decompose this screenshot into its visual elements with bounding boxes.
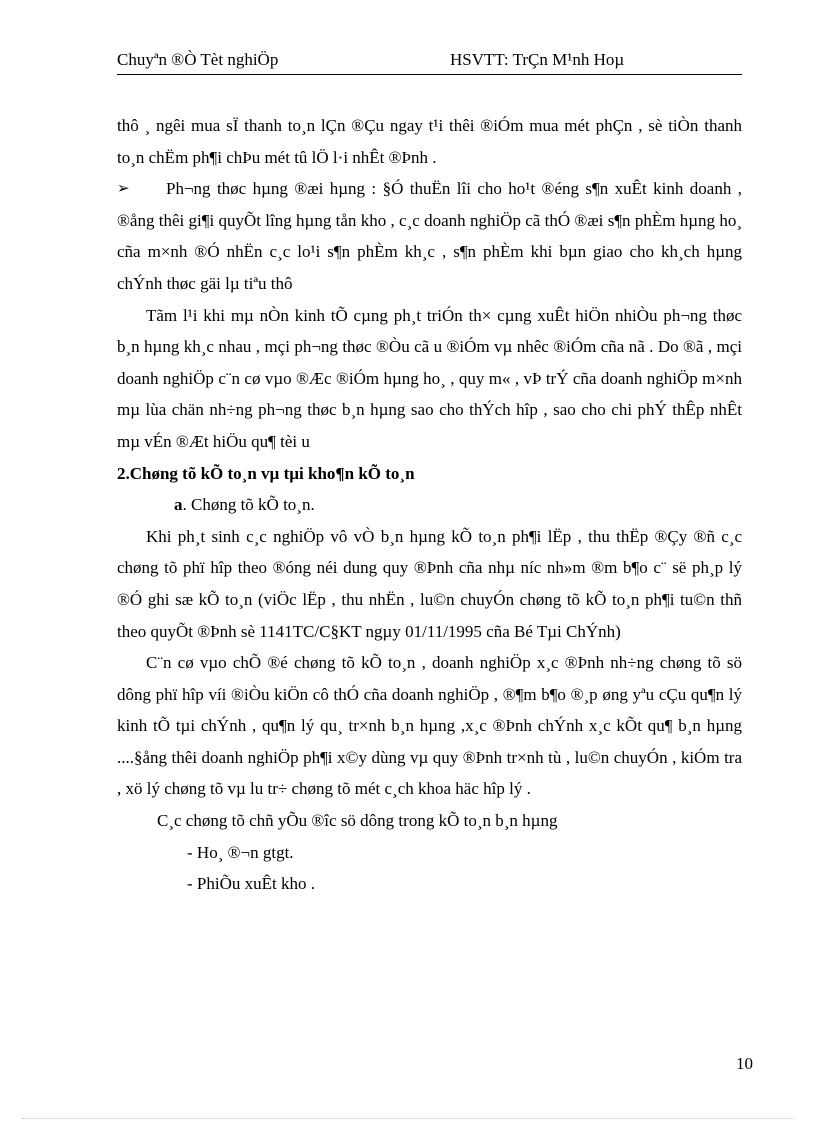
paragraph: C¨n cø vµo chÕ ®é chøng tõ kÕ to¸n , doanh nghiÖp x¸c ®Þnh nh÷ng chøng tõ sö dông phï hîp víi ®iÒu kiÖn cô thÓ cña doanh nghiÖp , ®¶m b¶o ®¸p øng yªu cÇu qu¶n lý kinh tÕ tµi chÝnh , qu¶n lý qu¸ tr×nh b¸n hµng ,x¸c ®Þnh chÝnh x¸c kÕt qu¶ b¸n hµng ....§ång thêi doanh nghiÖp ph¶i x©y dùng vµ quy ®Þnh tr×nh tù , lu©n chuyÓn , kiÓm tra , xö lý chøng tõ vµ lu tr÷ chøng tõ mét c¸ch khoa häc hîp lý . bbox=[117, 653, 742, 799]
subsection-letter: a bbox=[174, 495, 183, 515]
bullet-paragraph bbox=[117, 173, 742, 299]
document-body bbox=[117, 110, 742, 900]
paragraph: thô ¸ ngêi mua sÏ thanh to¸n lÇn ®Çu ngay t¹i thêi ®iÓm mua mét phÇn , sè tiÒn thanh to¸n chËm ph¶i chÞu mét tû lÖ l·i nhÊt ®Þnh . bbox=[117, 116, 742, 167]
paragraph: Tãm l¹i khi mµ nÒn kinh tÕ cµng ph¸t triÓn th× cµng xuÊt hiÖn nhiÒu ph¬ng thøc b¸n hµng kh¸c nhau , mçi ph¬ng thøc ®Òu cã u ®iÓm vµ nhêc ®iÓm cña nã . Do ®ã , mçi doanh nghiÖp c¨n cø vµo ®Æc ®iÓm hµng ho¸ , quy m« , vÞ trÝ cña doanh nghiÖp m×nh mµ lùa chän nh÷ng ph¬ng thøc b¸n hµng sao cho thÝch hîp , sao cho chi phÝ thÊp nhÊt mµ vÉn ®Æt hiÖu qu¶ tèi u bbox=[117, 305, 742, 451]
page-header bbox=[117, 48, 742, 75]
list-item: - Ho¸ ®¬n gtgt. bbox=[187, 842, 294, 862]
header-title: Chuyªn ®Ò Tèt nghiÖp bbox=[117, 50, 279, 69]
subsection-title: . Chøng tõ kÕ to¸n. bbox=[182, 495, 315, 515]
page-number: 10 bbox=[736, 1054, 753, 1073]
section-heading: 2.Chøng tõ kÕ to¸n vµ tµi kho¶n kÕ to¸n bbox=[117, 463, 415, 483]
arrow-bullet-icon: ➢ bbox=[117, 179, 130, 198]
list-item: - PhiÕu xuÊt kho . bbox=[187, 874, 315, 894]
bullet-text: Ph¬ng thøc hµng ®æi hµng : §Ó thuËn lîi cho ho¹t ®éng s¶n xuÊt kinh doanh , ®ång thêi gi¶i quyÕt lîng hµng tån kho , c¸c doanh nghiÖp cã thÓ ®æi s¶n phÈm hµng ho¸ cña m×nh ®Ó nhËn c¸c lo¹i s¶n phÈm kh¸c , s¶n phÈm khi bµn giao cho kh¸ch hµng chÝnh thøc gäi lµ tiªu thô bbox=[117, 179, 742, 293]
header-author: HSVTT: TrÇn M¹nh Hoµ bbox=[450, 50, 625, 69]
paragraph: Khi ph¸t sinh c¸c nghiÖp vô vÒ b¸n hµng kÕ to¸n ph¶i lËp , thu thËp ®Çy ®ñ c¸c chøng tõ phï hîp theo ®óng néi dung quy ®Þnh cña nhµ níc nh»m ®m b¶o c¨ së ph¸p lý ®Ó ghi sæ kÕ to¸n (viÖc lËp , thu nhËn , lu©n chuyÓn chøng tõ kÕ to¸n ph¶i tu©n thñ theo quyÕt ®Þnh sè 1141TC/C§KT ngµy 01/11/1995 cña Bé Tµi ChÝnh) bbox=[117, 526, 742, 641]
list-intro: C¸c chøng tõ chñ yÕu ®îc sö dông trong kÕ to¸n b¸n hµng bbox=[157, 811, 558, 831]
page-bottom-divider bbox=[22, 1118, 794, 1119]
subsection-heading bbox=[117, 489, 742, 521]
